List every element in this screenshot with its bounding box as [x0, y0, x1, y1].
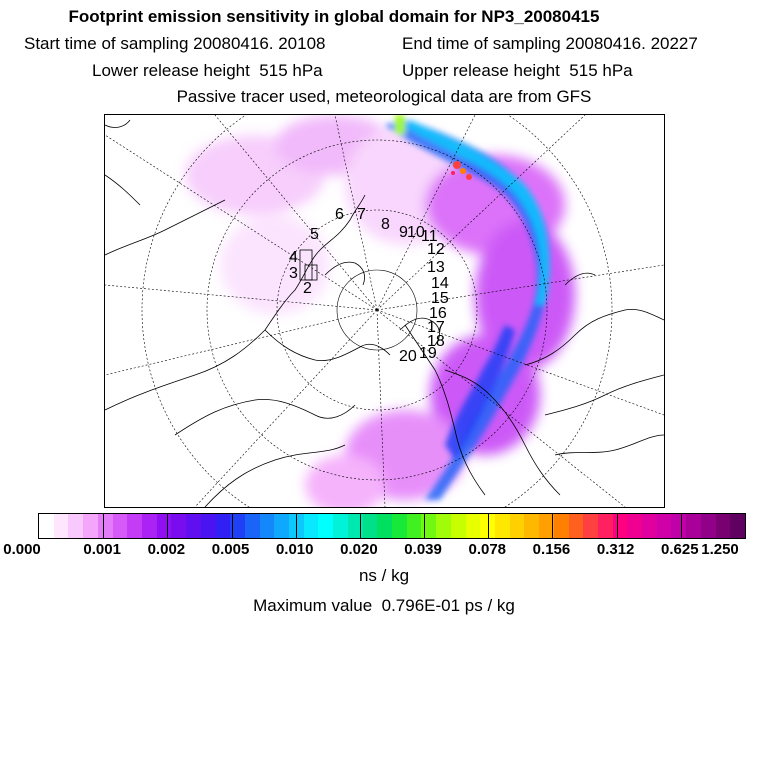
colorbar-swatch — [627, 514, 642, 538]
colorbar-tick-label: 0.002 — [147, 541, 186, 558]
colorbar-divider — [360, 514, 361, 538]
track-label: 2 — [303, 280, 312, 297]
track-label: 7 — [357, 206, 366, 223]
colorbar-swatch — [363, 514, 378, 538]
colorbar-swatch — [436, 514, 451, 538]
colorbar-swatch — [524, 514, 539, 538]
track-label: 11 — [421, 228, 438, 245]
colorbar-swatch — [569, 514, 584, 538]
colorbar-tick-label: 0.020 — [340, 541, 378, 558]
colorbar-swatch — [39, 514, 54, 538]
end-time-label: End time of sampling — [402, 34, 561, 53]
colorbar-swatch — [510, 514, 525, 538]
colorbar-swatch — [245, 514, 260, 538]
track-label: 5 — [310, 226, 319, 243]
lower-height — [92, 61, 323, 81]
colorbar-swatch — [730, 514, 745, 538]
colorbar-swatch — [701, 514, 716, 538]
colorbar-divider — [681, 514, 682, 538]
track-label: 14 — [431, 275, 449, 292]
start-time-label: Start time of sampling — [24, 34, 189, 53]
colorbar-swatch — [583, 514, 598, 538]
colorbar-swatch — [157, 514, 172, 538]
colorbar-swatch — [68, 514, 83, 538]
colorbar-divider — [167, 514, 168, 538]
colorbar-unit: ns / kg — [358, 566, 410, 585]
colorbar-tick-label: 0.156 — [532, 541, 571, 558]
track-label: 16 — [429, 305, 447, 322]
colorbar-swatch — [451, 514, 466, 538]
track-label: 20 — [399, 348, 417, 365]
track-label: 19 — [419, 345, 437, 362]
colorbar-swatch — [466, 514, 481, 538]
maximum-value — [0, 596, 768, 616]
sensitivity-field — [185, 115, 575, 507]
track-label: 9 — [399, 224, 408, 241]
track-label: 8 — [381, 216, 390, 233]
colorbar-divider — [103, 514, 104, 538]
track-label: 15 — [431, 290, 449, 307]
colorbar-swatch — [407, 514, 422, 538]
colorbar-tick-label: 0.039 — [404, 541, 442, 558]
colorbar-divider — [552, 514, 553, 538]
colorbar-tick-label: 0.010 — [275, 541, 314, 558]
start-time-value: 20080416. 20108 — [193, 34, 326, 53]
track-label: 17 — [427, 319, 445, 336]
track-label: 6 — [335, 206, 344, 223]
colorbar-tick-label: 0.000 — [3, 541, 41, 558]
maximum-value-number: 0.796E-01 ps / kg — [381, 596, 515, 615]
sensitivity-map — [104, 114, 665, 508]
track-label: 12 — [427, 241, 445, 258]
colorbar-swatch — [554, 514, 569, 538]
colorbar-swatch — [216, 514, 231, 538]
colorbar-divider — [296, 514, 297, 538]
colorbar-swatch — [127, 514, 142, 538]
colorbar-swatch — [54, 514, 69, 538]
upper-height-value: 515 hPa — [569, 61, 633, 80]
upper-height-label: Upper release height — [402, 61, 560, 80]
track-label: 10 — [407, 224, 425, 241]
colorbar-swatch — [83, 514, 98, 538]
colorbar-swatch — [113, 514, 128, 538]
colorbar-swatch — [304, 514, 319, 538]
maximum-value-label: Maximum value — [253, 596, 373, 615]
colorbar-divider — [488, 514, 489, 538]
track-label: 4 — [289, 249, 298, 266]
colorbar-swatch — [333, 514, 348, 538]
colorbar-swatch — [657, 514, 672, 538]
start-time — [24, 34, 326, 54]
colorbar-tick-label: 0.625 — [661, 541, 699, 558]
colorbar-divider — [424, 514, 425, 538]
colorbar-swatch — [142, 514, 157, 538]
model-note: Passive tracer used, meteorological data are from GFS — [176, 87, 592, 106]
colorbar-swatch — [642, 514, 657, 538]
end-time — [402, 34, 698, 54]
upper-height — [402, 61, 633, 81]
colorbar-swatch — [686, 514, 701, 538]
track-label: 13 — [427, 259, 445, 276]
colorbar-divider — [232, 514, 233, 538]
track-label: 18 — [427, 333, 445, 350]
colorbar-swatch — [201, 514, 216, 538]
colorbar-swatch — [171, 514, 186, 538]
end-time-value: 20080416. 20227 — [565, 34, 698, 53]
colorbar-swatch — [274, 514, 289, 538]
colorbar-tick-label: 0.005 — [211, 541, 250, 558]
colorbar-swatch — [613, 514, 628, 538]
colorbar-swatch — [671, 514, 686, 538]
colorbar-swatch — [495, 514, 510, 538]
colorbar-swatch — [716, 514, 731, 538]
colorbar-swatch — [377, 514, 392, 538]
map-canvas — [105, 115, 664, 507]
colorbar-divider — [617, 514, 618, 538]
lower-height-label: Lower release height — [92, 61, 250, 80]
colorbar-swatch — [598, 514, 613, 538]
colorbar-tick-label: 0.078 — [468, 541, 507, 558]
colorbar-tick-label: 0.312 — [596, 541, 635, 558]
colorbar-tick-label: 1.250 — [701, 541, 739, 558]
colorbar — [38, 513, 746, 539]
lower-height-value: 515 hPa — [259, 61, 323, 80]
colorbar-swatch — [186, 514, 201, 538]
plot-title: Footprint emission sensitivity in global domain for NP3_20080415 — [68, 7, 600, 26]
colorbar-swatch — [392, 514, 407, 538]
colorbar-swatch — [98, 514, 113, 538]
colorbar-swatch — [260, 514, 275, 538]
colorbar-tick-label: 0.001 — [83, 541, 121, 558]
colorbar-swatch — [318, 514, 333, 538]
track-label: 3 — [289, 265, 298, 282]
